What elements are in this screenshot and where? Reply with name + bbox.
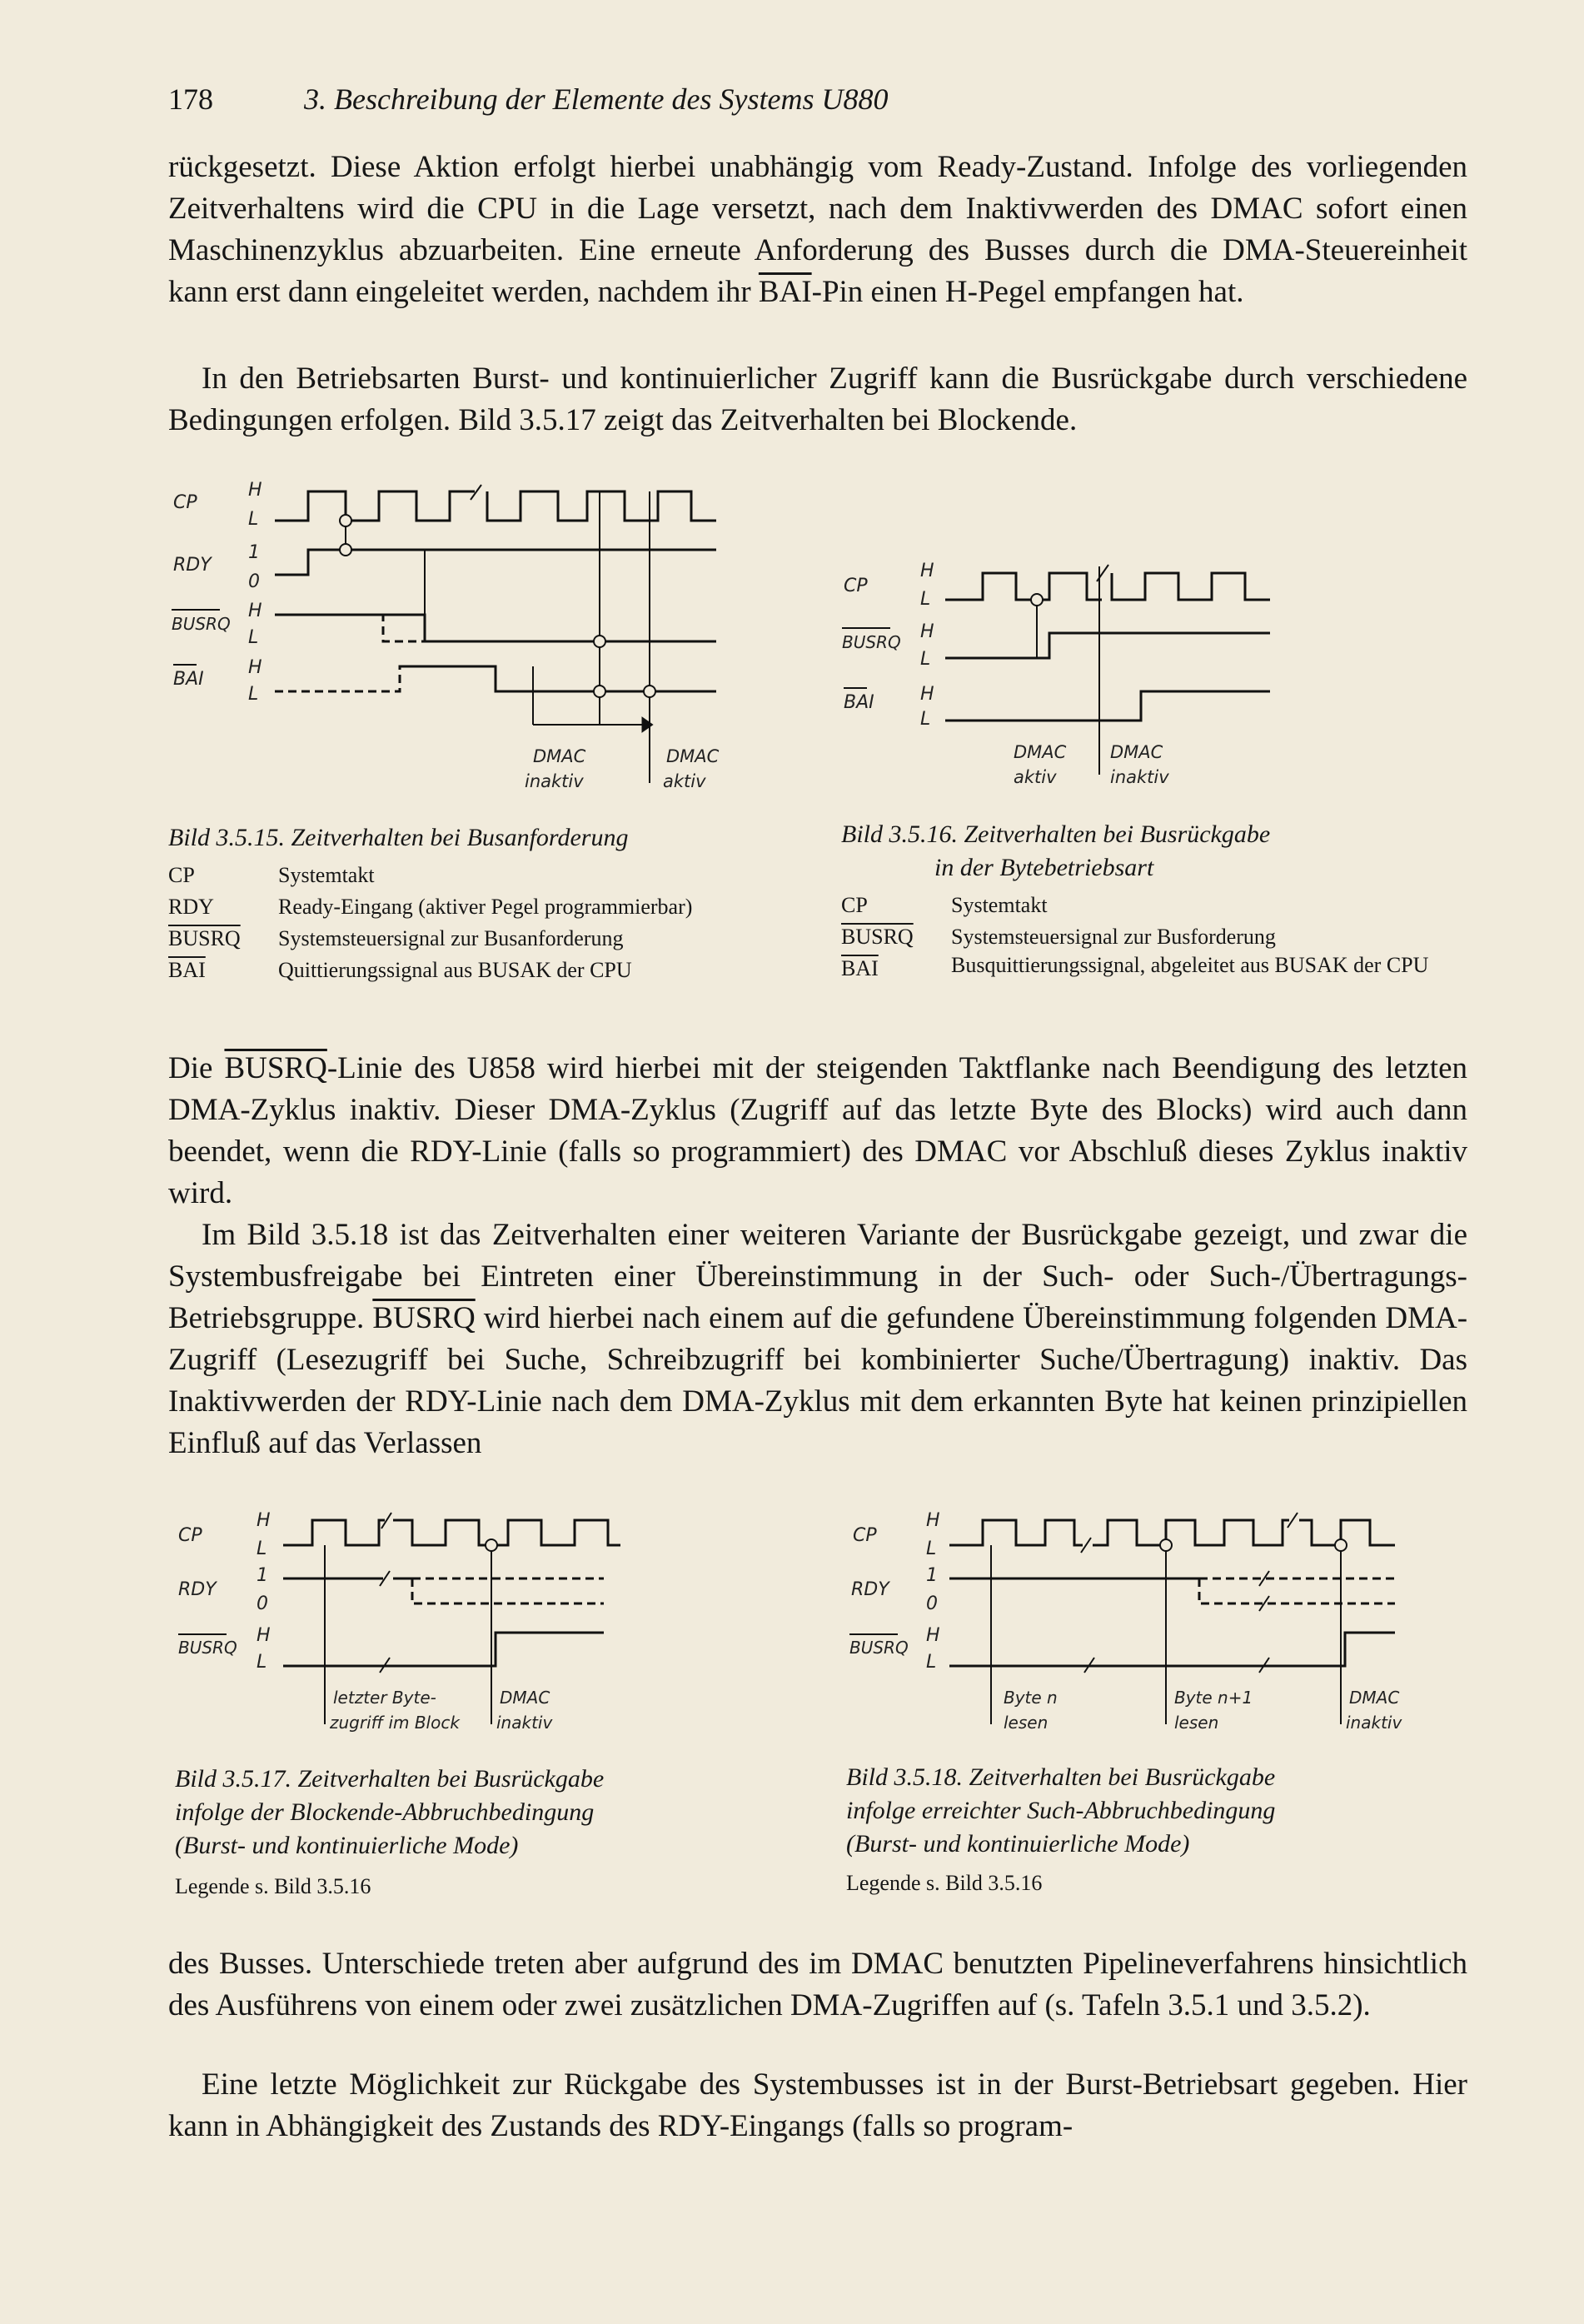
- level-rdy-0: 0: [926, 1593, 938, 1614]
- label-dmac-aktiv: DMAC: [666, 746, 720, 766]
- signal-busrq: BUSRQ: [849, 1638, 909, 1658]
- level-busrq-l: L: [920, 649, 931, 670]
- caption-3-5-18-line-1: Bild 3.5.18. Zeitverhalten bei Busrückgabe: [846, 1763, 1276, 1791]
- label-dmac: DMAC: [1349, 1688, 1400, 1708]
- caption-3-5-18: [846, 1761, 1275, 1861]
- legend-value: Systemsteuersignal zur Busanforderung: [278, 926, 624, 950]
- caption-3-5-17-line-2: infolge der Blockende-Abbruchbedingung: [175, 1798, 595, 1826]
- legend-value: Systemtakt: [278, 863, 375, 887]
- caption-3-5-16: [841, 818, 1270, 885]
- figure-3-5-18: [833, 1499, 1416, 1749]
- signal-rdy: RDY: [178, 1579, 217, 1600]
- caption-3-5-15: Bild 3.5.15. Zeitverhalten bei Busanforderung: [168, 824, 629, 851]
- page-number: 178: [168, 82, 213, 116]
- event-dot: [1335, 1539, 1347, 1551]
- legend-note-3-5-18: Legende s. Bild 3.5.16: [846, 1871, 1043, 1895]
- signal-cp: CP: [173, 492, 197, 513]
- caption-3-5-18-line-3: (Burst- und kontinuierliche Mode): [846, 1830, 1190, 1858]
- caption-3-5-17-line-1: Bild 3.5.17. Zeitverhalten bei Busrückgabe: [175, 1765, 605, 1793]
- label-dmac-aktiv: DMAC: [1014, 742, 1067, 762]
- legend-3-5-16: [841, 890, 1441, 985]
- caption-3-5-17: [175, 1763, 604, 1863]
- legend-key: RDY: [168, 895, 214, 919]
- legend-key: CP: [168, 863, 195, 887]
- label-dmac-aktiv-2: aktiv: [1014, 767, 1057, 787]
- paragraph-3-text-b: -Linie des U858 wird hierbei mit der steigenden Taktflanke nach Beendigung des letzten DMA-Zyklus inaktiv. Dieser DMA-Zyklus (Zugriff auf das letzte Byte des Blocks) wird auch dann beendet, wenn die RDY-Linie (falls so programmiert) des DMAC vor Abschluß dieses Zyklus inaktiv wird.: [168, 1051, 1467, 1210]
- signal-bai: BAI: [173, 669, 204, 690]
- paragraph-4-text-b: wird hierbei nach einem auf die gefundene Übereinstimmung folgenden DMA-Zugriff (Lesezugriff bei Suche, Schreibzugriff bei kombinierter Suche/Übertragung) inaktiv. Das Inaktivwerden der RDY-Linie nach dem DMA-Zyklus mit dem erkannten Byte hat keinen prinzipiellen Einfluß auf das Verlassen: [168, 1301, 1468, 1460]
- legend-key: BUSRQ: [841, 925, 914, 949]
- figure-3-5-15: [167, 466, 750, 816]
- event-dot: [340, 544, 351, 556]
- event-dot: [594, 636, 605, 647]
- label-byte-n-lesen: lesen: [1004, 1713, 1049, 1733]
- paragraph-3-busrq: BUSRQ: [224, 1051, 327, 1085]
- level-cp-l: L: [926, 1539, 937, 1559]
- paragraph-4-text-a: Im Bild 3.5.18 ist das Zeitverhalten einer weiteren Variante der Busrückgabe gezeigt, und zwar die Systembusfreigabe bei Eintreten einer Übereinstimmung in der Such- oder Such-/Übertragungs-Betriebsgruppe.: [168, 1218, 1467, 1335]
- signal-bai: BAI: [844, 692, 874, 713]
- legend-note-3-5-17: Legende s. Bild 3.5.16: [175, 1874, 371, 1898]
- rdy-dashed-low: [1199, 1578, 1395, 1603]
- busrq-waveform: [945, 633, 1270, 658]
- level-cp-l: L: [248, 509, 259, 530]
- legend-key: BUSRQ: [168, 926, 241, 950]
- caption-3-5-16-line-2: in der Bytebetriebsart: [934, 854, 1154, 881]
- signal-cp: CP: [178, 1525, 202, 1546]
- level-busrq-l: L: [257, 1652, 267, 1673]
- signal-busrq: BUSRQ: [172, 614, 231, 634]
- level-busrq-h: H: [257, 1625, 271, 1646]
- legend-key: CP: [841, 893, 868, 917]
- signal-cp: CP: [853, 1525, 877, 1546]
- legend-row: [168, 891, 809, 923]
- cp-waveform: [283, 1520, 620, 1545]
- level-cp-h: H: [926, 1510, 940, 1531]
- label-dmac-inaktiv-2: inaktiv: [525, 771, 584, 791]
- legend-row: [168, 923, 809, 955]
- paragraph-5: des Busses. Unterschiede treten aber aufgrund des im DMAC benutzten Pipelineverfahrens hinsichtlich des Ausführens von einem oder zwei zusätzlichen DMA-Zugriffen auf (s. Tafeln 3.5.1 und 3.5.2).: [168, 1947, 1467, 2022]
- legend-value: Systemtakt: [951, 893, 1048, 917]
- level-rdy-1: 1: [257, 1565, 268, 1586]
- busrq-waveform: [283, 1633, 604, 1666]
- caption-3-5-18-line-2: infolge erreichter Such-Abbruchbedingung: [846, 1797, 1276, 1824]
- level-bai-h: H: [248, 657, 262, 678]
- rdy-dashed-low: [412, 1578, 604, 1603]
- busrq-waveform: [949, 1633, 1395, 1666]
- level-busrq-l: L: [248, 627, 259, 648]
- paragraph-1-text-b: -Pin einen H-Pegel empfangen hat.: [811, 275, 1244, 309]
- timing-diagram-blockende: [167, 1499, 633, 1749]
- event-dot: [644, 686, 655, 697]
- bai-waveform: [400, 666, 716, 691]
- label-byte-n1: Byte n+1: [1174, 1688, 1253, 1708]
- cp-waveform: [949, 1520, 1395, 1545]
- legend-value: Systemsteuersignal zur Busforderung: [951, 925, 1276, 949]
- legend-row: [168, 955, 809, 986]
- bai-waveform: [945, 691, 1270, 721]
- label-inaktiv: inaktiv: [496, 1713, 553, 1733]
- paragraph-1: [168, 147, 1467, 313]
- paragraph-3-text-a: Die: [168, 1051, 225, 1085]
- paragraph-3: [168, 1048, 1467, 1214]
- timing-diagram-such-abbruch: [833, 1499, 1416, 1749]
- legend-key: $\overline{BAI}$: [841, 956, 879, 980]
- signal-busrq: BUSRQ: [842, 632, 901, 652]
- level-busrq-h: H: [920, 621, 934, 642]
- label-byte-n1-lesen: lesen: [1174, 1713, 1219, 1733]
- legend-value: Quittierungssignal aus BUSAK der CPU: [278, 958, 632, 982]
- event-dot: [1160, 1539, 1172, 1551]
- paragraph-1-text-a: rückgesetzt. Diese Aktion erfolgt hierbei unabhängig vom Ready-Zustand. Infolge des vorliegenden Zeitverhaltens wird die CPU in die Lage versetzt, nach dem Inaktivwerden des DMAC sofort einen Maschinenzyklus abzuarbeiten. Eine erneute Anforderung des Busses durch die DMA-Steuereinheit kann erst dann eingeleitet werden, nachdem ihr: [168, 150, 1467, 309]
- signal-cp: CP: [844, 576, 868, 596]
- level-rdy-1: 1: [248, 542, 260, 563]
- level-bai-l: L: [248, 684, 259, 705]
- legend-row: [841, 953, 1441, 985]
- level-cp-h: H: [920, 561, 934, 581]
- signal-rdy: RDY: [851, 1579, 889, 1600]
- signal-busrq: BUSRQ: [178, 1638, 237, 1658]
- event-dot: [1031, 594, 1043, 606]
- event-dot: [340, 515, 351, 526]
- label-dmac-inaktiv: DMAC: [533, 746, 586, 766]
- paragraph-1-bai: $\overline{BAI}$: [758, 275, 812, 309]
- paragraph-2: In den Betriebsarten Burst- und kontinuierlicher Zugriff kann die Busrückgabe durch verschiedene Bedingungen erfolgen. Bild 3.5.17 zeigt das Zeitverhalten bei Blockende.: [168, 362, 1467, 437]
- label-inaktiv: inaktiv: [1346, 1713, 1402, 1733]
- level-cp-l: L: [920, 589, 931, 610]
- signal-rdy: RDY: [173, 555, 212, 576]
- level-cp-h: H: [257, 1510, 271, 1531]
- level-bai-h: H: [920, 684, 934, 705]
- paragraph-4: [168, 1214, 1467, 1464]
- level-busrq-h: H: [926, 1625, 940, 1646]
- cp-waveform: [945, 573, 1270, 600]
- running-title: 3. Beschreibung der Elemente des Systems U880: [304, 82, 889, 116]
- paragraph-6: Eine letzte Möglichkeit zur Rückgabe des Systembusses ist in der Burst-Betriebsart gegeben. Hier kann in Abhängigkeit des Zustands des RDY-Eingangs (falls so program-: [168, 2067, 1467, 2143]
- event-dot: [486, 1539, 497, 1551]
- label-dmac-inaktiv-2: inaktiv: [1110, 767, 1169, 787]
- timing-diagram-busrueckgabe-byte: [837, 550, 1303, 800]
- label-zugriff-im-block: zugriff im Block: [330, 1713, 460, 1733]
- timing-diagram-busanforderung: [167, 466, 750, 816]
- label-dmac: DMAC: [500, 1688, 550, 1708]
- legend-row: [841, 890, 1441, 921]
- level-busrq-h: H: [248, 601, 262, 621]
- legend-3-5-15: [168, 860, 809, 986]
- label-dmac-aktiv-2: aktiv: [663, 771, 706, 791]
- caption-3-5-16-line-1: Bild 3.5.16. Zeitverhalten bei Busrückgabe: [841, 820, 1271, 848]
- legend-key: $\overline{BAI}$: [168, 958, 206, 982]
- legend-row: [168, 860, 809, 891]
- level-rdy-0: 0: [257, 1593, 268, 1614]
- level-bai-l: L: [920, 709, 931, 730]
- event-dot: [594, 686, 605, 697]
- legend-row: [841, 921, 1441, 953]
- label-dmac-inaktiv: DMAC: [1110, 742, 1163, 762]
- caption-3-5-17-line-3: (Burst- und kontinuierliche Mode): [175, 1832, 519, 1859]
- level-rdy-1: 1: [926, 1565, 938, 1586]
- paragraph-4-busrq: BUSRQ: [372, 1301, 476, 1335]
- legend-value: Ready-Eingang (aktiver Pegel programmierbar): [278, 895, 693, 919]
- figure-3-5-17: [167, 1499, 633, 1749]
- level-busrq-l: L: [926, 1652, 937, 1673]
- level-rdy-0: 0: [248, 571, 260, 592]
- level-cp-l: L: [257, 1539, 267, 1559]
- label-letzter-byte: letzter Byte-: [333, 1688, 436, 1708]
- label-byte-n: Byte n: [1004, 1688, 1058, 1708]
- level-cp-h: H: [248, 480, 262, 501]
- legend-value: Busquittierungssignal, abgeleitet aus BUSAK der CPU: [951, 953, 1429, 977]
- figure-3-5-16: [837, 550, 1303, 800]
- page-header: [168, 82, 889, 117]
